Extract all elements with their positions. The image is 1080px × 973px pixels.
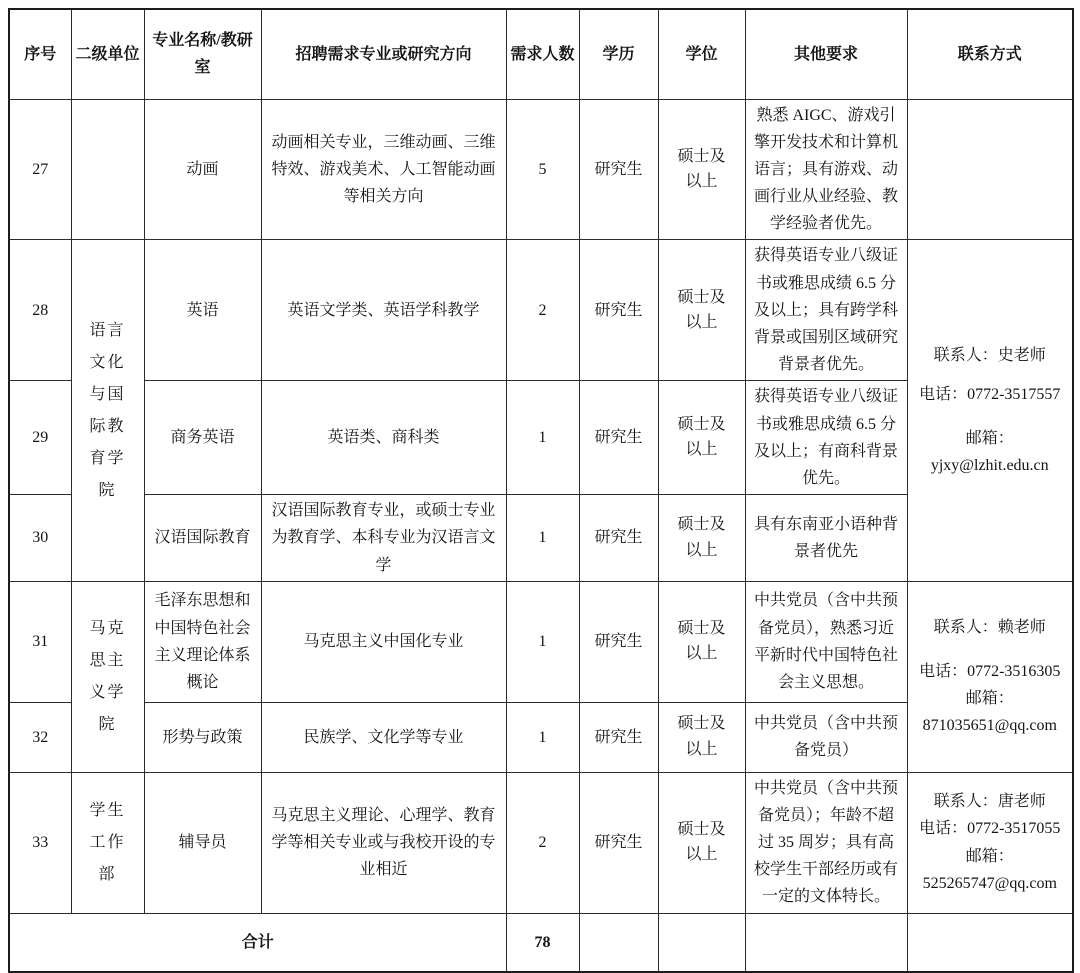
cell-other: 熟悉 AIGC、游戏引擎开发技术和计算机语言；具有游戏、动画行业从业经验、教学经验者优先。 bbox=[745, 99, 907, 240]
cell-contact-lai bbox=[907, 581, 1073, 772]
table-row bbox=[9, 240, 1073, 381]
header-count: 需求人数 bbox=[506, 9, 579, 99]
header-education: 学历 bbox=[579, 9, 658, 99]
unit-label: 语言文化与国际教育学院 bbox=[89, 321, 126, 499]
header-unit: 二级单位 bbox=[71, 9, 144, 99]
table-row bbox=[9, 99, 1073, 240]
unit-label: 学生工作部 bbox=[89, 801, 126, 883]
contact-phone: 电话：0772-3517055 bbox=[919, 820, 1061, 838]
header-degree: 学位 bbox=[658, 9, 745, 99]
cell-empty bbox=[658, 913, 745, 972]
cell-direction: 马克思主义中国化专业 bbox=[261, 581, 506, 702]
total-row bbox=[9, 913, 1073, 972]
cell-other: 获得英语专业八级证书或雅思成绩 6.5 分及以上；有商科背景优先。 bbox=[745, 381, 907, 495]
cell-unit bbox=[71, 99, 144, 240]
cell-major: 英语 bbox=[144, 240, 261, 381]
cell-major: 毛泽东思想和中国特色社会主义理论体系概论 bbox=[144, 581, 261, 702]
cell-other: 获得英语专业八级证书或雅思成绩 6.5 分及以上；具有跨学科背景或国别区域研究背景者优先。 bbox=[745, 240, 907, 381]
degree-label: 硕士及以上 bbox=[677, 715, 726, 758]
degree-label: 硕士及以上 bbox=[677, 147, 726, 191]
header-direction: 招聘需求专业或研究方向 bbox=[261, 9, 506, 99]
table-row bbox=[9, 581, 1073, 702]
cell-unit-student-affairs bbox=[71, 772, 144, 913]
cell-education: 研究生 bbox=[579, 240, 658, 381]
cell-serial: 29 bbox=[9, 381, 71, 495]
cell-empty bbox=[579, 913, 658, 972]
contact-person: 联系人：史老师 bbox=[933, 347, 1046, 365]
contact-email: 525265747@qq.com bbox=[922, 874, 1057, 892]
contact-person: 联系人：唐老师 bbox=[933, 793, 1046, 811]
cell-major: 汉语国际教育 bbox=[144, 495, 261, 582]
header-other: 其他要求 bbox=[745, 9, 907, 99]
cell-total-count: 78 bbox=[506, 913, 579, 972]
cell-degree bbox=[658, 240, 745, 381]
cell-other: 中共党员（含中共预备党员） bbox=[745, 702, 907, 772]
contact-email: 871035651@qq.com bbox=[922, 716, 1057, 734]
header-major: 专业名称/教研室 bbox=[144, 9, 261, 99]
cell-direction: 英语文学类、英语学科教学 bbox=[261, 240, 506, 381]
cell-education: 研究生 bbox=[579, 99, 658, 240]
cell-other: 具有东南亚小语种背景者优先 bbox=[745, 495, 907, 582]
cell-empty bbox=[745, 913, 907, 972]
cell-count: 1 bbox=[506, 381, 579, 495]
cell-contact-shi bbox=[907, 240, 1073, 581]
unit-label: 马克思主义学院 bbox=[89, 619, 126, 733]
header-contact: 联系方式 bbox=[907, 9, 1073, 99]
cell-education: 研究生 bbox=[579, 581, 658, 702]
cell-contact bbox=[907, 99, 1073, 240]
cell-serial: 28 bbox=[9, 240, 71, 381]
cell-direction: 英语类、商科类 bbox=[261, 381, 506, 495]
degree-label: 硕士及以上 bbox=[677, 820, 726, 864]
cell-serial: 33 bbox=[9, 772, 71, 913]
cell-count: 2 bbox=[506, 772, 579, 913]
cell-serial: 32 bbox=[9, 702, 71, 772]
cell-direction: 汉语国际教育专业，或硕士专业为教育学、本科专业为汉语言文学 bbox=[261, 495, 506, 582]
cell-direction: 动画相关专业，三维动画、三维特效、游戏美术、人工智能动画等相关方向 bbox=[261, 99, 506, 240]
cell-major: 形势与政策 bbox=[144, 702, 261, 772]
cell-serial: 30 bbox=[9, 495, 71, 582]
cell-education: 研究生 bbox=[579, 495, 658, 582]
cell-contact-tang bbox=[907, 772, 1073, 913]
cell-major: 动画 bbox=[144, 99, 261, 240]
contact-email: yjxy@lzhit.edu.cn bbox=[930, 456, 1049, 474]
cell-count: 2 bbox=[506, 240, 579, 381]
table-row bbox=[9, 772, 1073, 913]
degree-label: 硕士及以上 bbox=[677, 415, 726, 459]
cell-degree bbox=[658, 99, 745, 240]
cell-major: 辅导员 bbox=[144, 772, 261, 913]
cell-count: 5 bbox=[506, 99, 579, 240]
header-serial: 序号 bbox=[9, 9, 71, 99]
cell-degree bbox=[658, 581, 745, 702]
cell-direction: 民族学、文化学等专业 bbox=[261, 702, 506, 772]
header-row bbox=[9, 9, 1073, 99]
contact-email-label: 邮箱： bbox=[965, 847, 1014, 865]
cell-other: 中共党员（含中共预备党员）；年龄不超过 35 周岁；具有高校学生干部经历或有一定的文体特长。 bbox=[745, 772, 907, 913]
contact-person: 联系人：赖老师 bbox=[933, 619, 1046, 637]
cell-degree bbox=[658, 702, 745, 772]
degree-label: 硕士及以上 bbox=[677, 619, 726, 663]
cell-count: 1 bbox=[506, 495, 579, 582]
contact-phone: 电话：0772-3517557 bbox=[919, 386, 1061, 404]
recruitment-table bbox=[8, 8, 1074, 973]
cell-unit-language-college bbox=[71, 240, 144, 581]
cell-degree bbox=[658, 772, 745, 913]
cell-unit-marxism-college bbox=[71, 581, 144, 772]
cell-count: 1 bbox=[506, 581, 579, 702]
cell-major: 商务英语 bbox=[144, 381, 261, 495]
cell-education: 研究生 bbox=[579, 702, 658, 772]
cell-degree bbox=[658, 381, 745, 495]
contact-phone: 电话：0772-3516305 bbox=[919, 662, 1061, 680]
cell-serial: 27 bbox=[9, 99, 71, 240]
cell-education: 研究生 bbox=[579, 381, 658, 495]
cell-education: 研究生 bbox=[579, 772, 658, 913]
contact-email-label: 邮箱： bbox=[965, 689, 1014, 707]
cell-degree bbox=[658, 495, 745, 582]
cell-other: 中共党员（含中共预备党员），熟悉习近平新时代中国特色社会主义思想。 bbox=[745, 581, 907, 702]
degree-label: 硕士及以上 bbox=[677, 516, 726, 559]
degree-label: 硕士及以上 bbox=[677, 288, 726, 332]
contact-email-label: 邮箱： bbox=[965, 429, 1014, 447]
cell-count: 1 bbox=[506, 702, 579, 772]
cell-direction: 马克思主义理论、心理学、教育学等相关专业或与我校开设的专业相近 bbox=[261, 772, 506, 913]
cell-total-label: 合计 bbox=[9, 913, 506, 972]
cell-serial: 31 bbox=[9, 581, 71, 702]
cell-empty bbox=[907, 913, 1073, 972]
